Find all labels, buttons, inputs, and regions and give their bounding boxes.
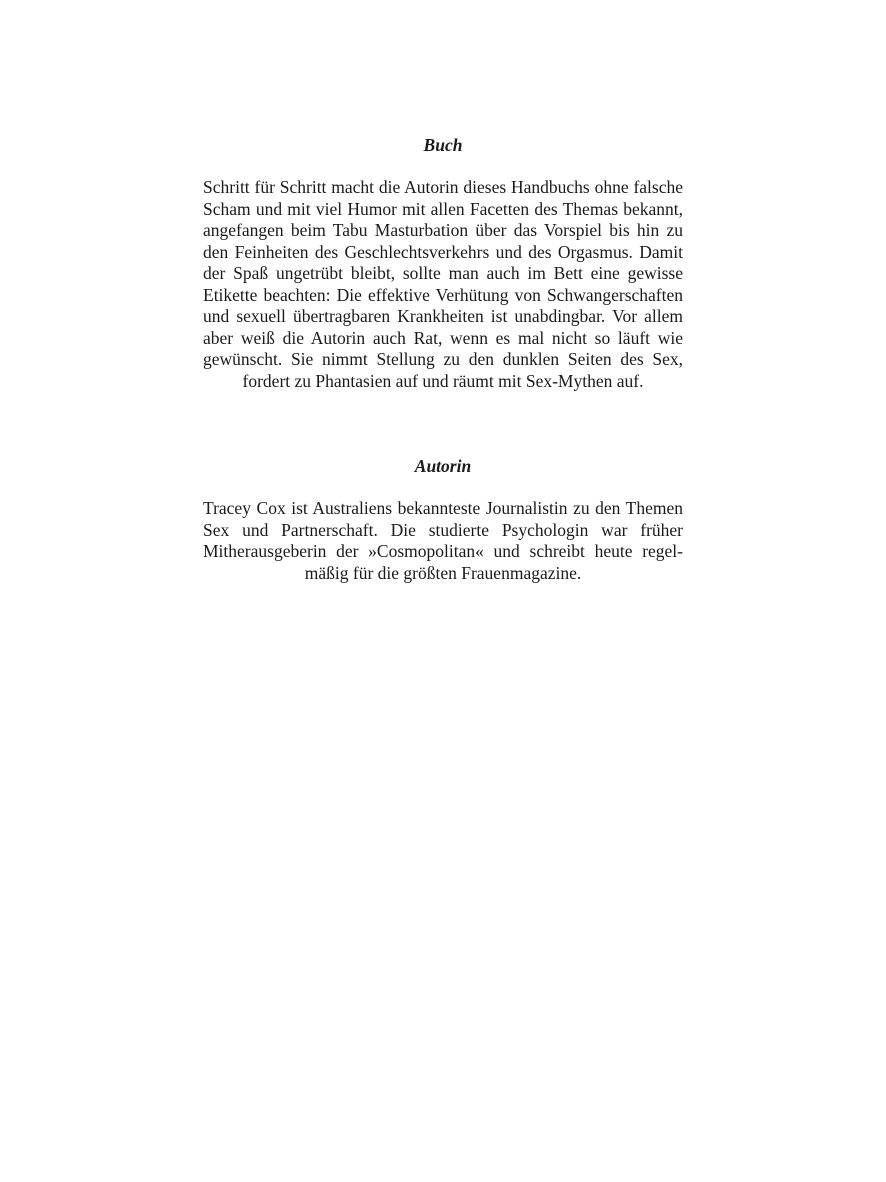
section-heading-autorin: Autorin bbox=[414, 456, 472, 476]
section-heading-buch: Buch bbox=[423, 135, 463, 155]
book-description: Schritt für Schritt macht die Autorin dieses Handbuchs ohne falsche Scham und mit viel Humor mit allen Facetten des Themas bekannt, angefangen beim Tabu Masturbation über das Vorspiel bis hin zu den Feinheiten des Geschlechtsverkehrs und des Orgasmus. Damit der Spaß ungetrübt bleibt, sollte man auch im Bett eine gewisse Etikette beachten: Die effektive Verhütung von Schwangerschaften und sexuell übertragbaren Krankheiten ist unabdingbar. Vor allem aber weiß die Autorin auch Rat, wenn es mal nicht so läuft wie gewünscht. Sie nimmt Stellung zu den dunklen Seiten des Sex, fordert zu Phantasien auf und räumt mit Sex-Mythen auf. bbox=[203, 177, 683, 391]
author-description: Tracey Cox ist Australiens bekannteste Journalistin zu den Themen Sex und Partnerschaft. Die studierte Psychologin war früher Mitherausgeberin der »Cosmopolitan« und schreibt heute regelmäßig für die größten Frauenmagazine. bbox=[203, 498, 683, 583]
